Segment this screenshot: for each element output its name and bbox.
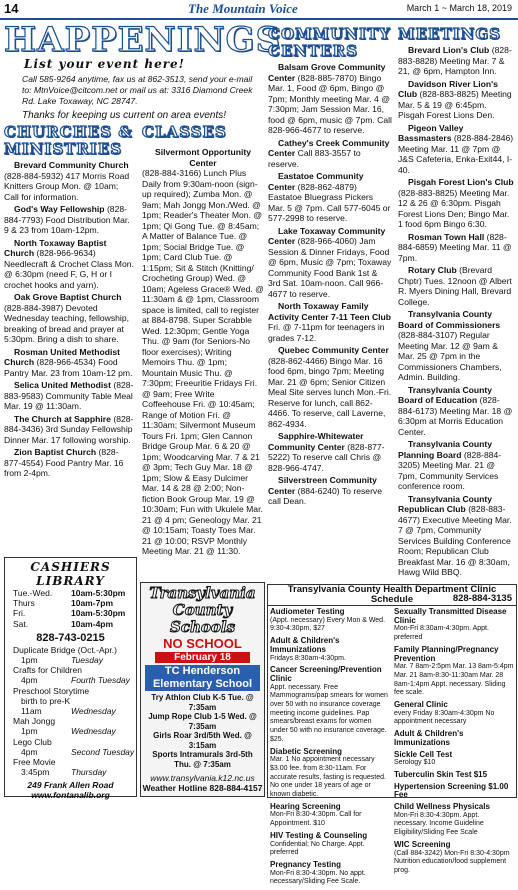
schools-box (140, 582, 265, 797)
classes-title: CLASSES (142, 123, 227, 141)
happenings-contact: Call 585-9264 anytime, fax us at 862-3513, send your e-mail to: MtnVoice@citcom.net or mail us at: 3316 Diamond Creek Rd. Lake Toxaway, NC 28747. (22, 74, 253, 106)
community-center-name: Quebec Community Center (278, 345, 389, 355)
clinic-details: Mon-Fri 8:30-4:30pm. Appt. necessary. Income Guideline Eligibility/Sliding Fee Scale (394, 811, 484, 837)
church-details: (828-966-4534) Food Pantry Mar. 23 from 10am-12 pm. (4, 357, 133, 378)
meeting-name: Transylvania County Republican Club (398, 493, 493, 514)
clinic-details: every Friday 8:30am-4:30pm No appointment necessary (394, 709, 495, 726)
library-event-title: Duplicate Bridge (Oct.-Apr.) (13, 644, 117, 655)
clinic-entry (270, 861, 388, 887)
health-box (267, 584, 517, 886)
library-event-time (5, 696, 136, 706)
church-details: (828-884-5932) 417 Morris Road Knitters Group Mon. @ 10am; Call for information. (4, 170, 130, 202)
meeting-name: Transylvania County Board of Commissioners (398, 309, 501, 330)
clinic-entry (394, 608, 514, 643)
clinic-entry (394, 803, 514, 838)
library-hours-day: Thurs (13, 598, 35, 609)
library-event-when: 1pm (21, 726, 38, 737)
church-name: Zion Baptist Church (14, 447, 99, 457)
clinic-entry (394, 841, 514, 876)
classes-text (142, 147, 264, 557)
clinic-details: Mon-Fri 8:30am-4:30pm. Appt. preferred (394, 625, 489, 642)
schools-title: Transylvania County Schools (149, 584, 256, 636)
meeting-details: (828-884-6859) Meeting Mar. 11 @ 7pm. (398, 231, 512, 263)
clinic-name: HIV Testing & Counseling (270, 830, 368, 840)
meeting-entry (398, 45, 514, 77)
community-center-details: (828-862-4879) Eastatoe Bluegrass Pickers Mar. 5 @ 7pm. Call 577-6045 or 577-2998 to reserve. (268, 181, 391, 223)
library-event-day: Thursday (71, 767, 107, 778)
clinic-entry (394, 701, 514, 727)
community-center-entry (268, 475, 392, 507)
clinic-entry (394, 730, 514, 747)
clinic-entry (394, 646, 514, 698)
community-center-name: North Toxaway Family Activity Center 7-11 Teen Club (268, 301, 392, 322)
church-name: Selica United Methodist (14, 380, 114, 390)
church-name: North Toxaway Baptist Church (4, 237, 107, 258)
meeting-name: Brevard Lion's Club (408, 45, 492, 55)
clinic-name: Adult & Children's Immunizations (394, 729, 464, 747)
church-details: (828-883-9583) Community Table Meal Mar. 19 @ 11:30am. (4, 380, 134, 411)
clinic-details: (Call 884-3242) Mon-Fri 8:30-4:30pm Nutrition education/food supplement prog. (394, 849, 510, 874)
meeting-entry (398, 177, 514, 230)
clinic-name: WIC Screening (394, 839, 451, 849)
clinic-details: Mon-Fri 8:30-4:30pm. Call for Appointment. $10 (270, 811, 362, 828)
school-event: Jump Rope Club 1-5 Wed. @ 7:35am (148, 712, 257, 731)
school-event: Girls Roar 3rd/5th Wed. @ 3:15am (153, 731, 252, 750)
no-school-date: February 18 (155, 652, 250, 663)
health-left-column (270, 608, 388, 890)
church-name: Brevard Community Church (14, 160, 129, 170)
clinic-name: Hypertension Screening $1.00 Fee (394, 781, 509, 800)
community-center-entry (268, 301, 392, 343)
school-event: Try Athlon Club K-5 Tue. @ 7:35am (151, 693, 254, 712)
churches-title: CHURCHES & MINISTRIES (4, 123, 133, 158)
clinic-name: Adult & Children's Immunizations (270, 636, 340, 654)
church-entry (4, 380, 135, 412)
meeting-name: Pigeon Valley Bassmasters (398, 122, 464, 143)
no-school-label: NO SCHOOL (163, 636, 242, 651)
library-title: CASHIERS LIBRARY (30, 560, 111, 588)
church-entry (4, 447, 135, 479)
church-details: (828-884-3436) 3rd Sunday Fellowship Dinner Mar. 17 following worship. (4, 413, 134, 445)
community-list (268, 62, 392, 509)
health-right-column (394, 608, 514, 879)
school-event: Thu. @ 7:35am (174, 759, 231, 769)
community-center-details: Call 883-3557 to reserve. (268, 148, 361, 169)
meeting-name: Transylvania County Board of Education (398, 384, 493, 405)
library-event-when: 1pm (21, 655, 38, 666)
library-phone: 828-743-0215 (36, 631, 105, 644)
clinic-details: Fridays 8:30am-4:30pm. (270, 654, 346, 662)
church-entry (4, 347, 135, 379)
library-event-day: Tuesday (71, 655, 103, 666)
library-hours-row (5, 598, 136, 608)
meetings-title: MEETINGS (398, 25, 502, 43)
clinic-entry (270, 666, 388, 744)
meeting-name: Transylvania County Planning Board (398, 439, 493, 460)
clinic-entry (394, 771, 514, 780)
community-center-name: Cathey's Creek Community Center (268, 137, 390, 158)
library-hours-time: 10am-7pm (71, 598, 114, 609)
community-title: COMMUNITY CENTERS (268, 25, 391, 60)
community-center-name: Eastatoe Community Center (268, 171, 364, 192)
library-event-when: birth to pre-K (21, 695, 71, 706)
clinic-name: Family Planning/Pregnancy Prevention (394, 644, 499, 663)
clinic-name: Sickle Cell Test (394, 749, 453, 759)
library-hours-time: 10am-5:30pm (71, 608, 126, 619)
meeting-details: (Brevard Chptr) Tues. 12noon @ Albert R. Myers Dining Hall, Brevard College. (398, 265, 512, 307)
library-event-title: Crafts for Children (13, 665, 82, 676)
church-name: The Church at Sapphire (14, 413, 114, 424)
meeting-entry (398, 385, 514, 438)
clinic-entry (270, 748, 388, 800)
library-hours-time: 10am-5:30pm (71, 588, 126, 598)
library-hours-row (5, 619, 136, 629)
library-event-title: Free Movie (13, 757, 56, 768)
school-name: TC Henderson Elementary School (145, 665, 260, 691)
meeting-name: Davidson River Lion's Club (398, 78, 498, 99)
library-event-day: Second Tuesday (71, 746, 135, 757)
clinic-details: (Appt. necessary) Every Mon & Wed. 9:30-4:30pm, $27 (270, 616, 386, 633)
community-center-details: (828-885-7870) Bingo Mar. 1, Food @ 6pm, Bingo @ 7pm; Monthly meeting Mar. 4 @ 7:30pm; Jam Session Mar. 16, food @ 6pm, music @ 7pm. Call 828-966-4677 to reserve. (268, 72, 392, 135)
clinic-name: Hearing Screening (270, 801, 341, 811)
clinic-details: Confidential; No Charge. Appt. preferred (270, 840, 365, 857)
library-hours-row (5, 588, 136, 598)
community-center-entry (268, 345, 392, 429)
community-center-entry (268, 226, 392, 300)
church-entry (4, 414, 135, 446)
library-hours-day: Tue.-Wed. (13, 588, 53, 598)
meeting-details: (828-883-8828) Meeting Mar. 7 & 21, @ 6pm, Hampton Inn. (398, 45, 512, 76)
library-web[interactable]: www.fontanalib.org (31, 790, 110, 801)
clinic-entry (270, 832, 388, 858)
community-center-name: Sapphire-Whitewater Community Center (268, 431, 364, 452)
happenings-title: HAPPENINGS (4, 20, 282, 60)
clinic-name: Tuberculin Skin Test $15 (394, 769, 488, 779)
clinic-name: General Clinic (394, 700, 448, 710)
clinic-entry (270, 803, 388, 829)
clinic-name: Diabetic Screening (270, 746, 343, 756)
meeting-name: Rosman Town Hall (408, 231, 487, 242)
meetings-list (398, 45, 514, 580)
meeting-name: Pisgah Forest Lion's Club (408, 177, 514, 187)
health-phone: 828-884-3135 (452, 593, 512, 604)
meeting-entry (398, 232, 514, 264)
library-hours-row (5, 608, 136, 618)
community-center-entry (268, 431, 392, 473)
meeting-entry (398, 123, 514, 176)
library-event-time (5, 655, 136, 665)
church-entry (4, 238, 135, 291)
clinic-name: Child Wellness Physicals (394, 802, 490, 812)
school-event: Sports Intramurals 3rd-5th (152, 750, 253, 759)
clinic-entry (394, 783, 514, 800)
library-hours-time: 10am-4pm (71, 618, 114, 629)
library-event-day: Fourth Tuesday (71, 675, 130, 686)
meeting-details: (828-883-8825) Meeting Mar. 12 & 26 @ 6:30pm. Pisgah Forest Lions Den; Bingo Mar. 1 food 6pm Bingo 6:30. (398, 187, 510, 229)
meeting-details: (828-884-3107) Regular Meeting Mar. 12 @ 9am & Mar. 25 @ 7pm in the Commissioners Chambers, Admin. Building. (398, 330, 502, 382)
meeting-entry (398, 265, 514, 307)
library-box (4, 557, 137, 801)
meeting-details: (828-884-3205) Meeting Mar. 21 @ 7pm, Community Services conference room. (398, 449, 502, 491)
library-event-day: Wednesday (71, 706, 116, 717)
library-event-time (5, 726, 136, 736)
church-entry (4, 160, 135, 202)
community-center-entry (268, 62, 392, 136)
church-details: (828-884-3987) Devoted Wednesday teaching, fellowship, breaking of bread and prayer at 5:30pm. Bring a dish to share. (4, 302, 130, 344)
meeting-entry (398, 494, 514, 578)
masthead: The Mountain Voice (188, 1, 298, 16)
weather-hotline: Weather Hotline 828-884-4157 (142, 783, 263, 793)
church-name: Oak Grove Baptist Church (14, 292, 122, 302)
library-hours-day: Sat. (13, 618, 29, 629)
clinic-entry (270, 637, 388, 663)
clinic-name: Sexually Transmitted Disease Clinic (394, 607, 507, 625)
library-hours-day: Fri. (13, 608, 26, 619)
community-center-details: Fri. @ 7-11pm for teenagers in grades 7-12. (268, 322, 385, 343)
schools-web[interactable]: www.transylvania.k12.nc.us (150, 773, 255, 783)
meeting-entry (398, 439, 514, 492)
meeting-entry (398, 309, 514, 383)
church-details: (828-877-4554) Food Pantry Mar. 16 from 2-4pm. (4, 447, 124, 478)
church-name: God's Way Fellowship (14, 204, 107, 214)
church-entry (4, 204, 135, 236)
church-name: Rosman United Methodist Church (4, 346, 120, 367)
community-center-name: Silverstreen Community Center (268, 475, 377, 496)
happenings-subtitle: List your event here! (24, 57, 185, 71)
clinic-details: Serology $10 (394, 759, 436, 767)
church-entry (4, 292, 135, 345)
library-event-title: Preschool Storytime (13, 685, 90, 696)
classes-body: (828-884-3166) Lunch Plus Daily from 9:30am-noon (sign-up required); Zumba Mon. @ 9am; Mah Jongg Mon./Wed. @ 1pm; Reader's Theater Mon. @ 1pm; Qi Gong Tue. @ 8:45am; A Matter of Balance Tue. @ 1pm; Social Bridge Tue. @ 1pm; Card Club Tue. @ 1:15pm; Sit & Stitch (Knitting/ Crocheting Group) Wed. @ 10am; Ageless Grace® Wed. @ 11:30am & @ 1pm, Classroom space is limited, call to register at 884-8798. Super Scrabble Wed. 12:30pm; Gentle Yoga Thu. @ 9am (for Seniors-No floor exercises); Writing Memoirs Thu. @ 1pm; Mountain Music Thu. @ 7:30pm; Freeuritie Fridays Fri. @ 9am; Free Write Coffeehouse Fri. @ 10:45am; Range of Motion Fri. @ 11:30am; Silvermont Museum Tours Fri. 1pm; Glen Cannon Bridge Group Mar. 6 & 20 @ 1pm; Woodcarving Mar. 7 & 21 @ 3pm; Tech Guy Mar. 18 @ 1pm; Slow & Easy Dulcimer Mar. 14 & 28 @ 2:00; Non-fiction Book Group Mar. 19 @ 10:30am; Fun with Ukulele Mar. 21 @ 4 pm; Geneology Mar. 21 @ 10:15am; Toasty Toes Mar. 21 @ 10:00; RSVP Monthly Meeting Mar. 21 @ 11:30. (142, 168, 264, 556)
community-center-name: Lake Toxaway Community Center (268, 225, 386, 246)
library-event-when: 4pm (21, 675, 38, 686)
clinic-details: Mar. 7 8am-2:5pm Mar. 13 8am-5:4pm Mar. 21 8am-8:30-11:30am Mar. 28 8am-1:4pm Appt. necessary. Sliding fee scale. (394, 663, 514, 697)
clinic-entry (270, 608, 388, 634)
health-title-text: Transylvania County Health Department Clinic Schedule (287, 584, 497, 605)
library-event-time (5, 675, 136, 685)
church-details: (828-966-9634) Needlecraft & Crochet Class Mon. @ 6:30pm (need F, G, H or I crochet hooks and yarn). (4, 248, 134, 290)
clinic-name: Audiometer Testing (270, 607, 345, 616)
clinic-details: Appt. necessary. Free Mammograms/pap smears for women over 50 with no insurance coverage meeting income guidelines. Pap smears/breast exams for women under 50 with no insurance coverage. $25. (270, 683, 388, 743)
community-center-entry (268, 171, 392, 224)
meeting-details: (828-883-8825) Meeting Mar. 5 & 19 @ 6:45pm. Pisgah Forest Lions Den. (398, 89, 512, 120)
church-details: (828-884-7793) Food Distribution Mar. 9 & 23 from 10am-12pm. (4, 204, 130, 235)
classes-center-name: Silvermont Opportunity Center (155, 147, 251, 168)
library-address: 249 Frank Allen Road (27, 780, 114, 791)
clinic-name: Cancer Screening/Prevention Clinic (270, 665, 382, 683)
library-event-time (5, 767, 136, 777)
library-event-day: Wednesday (71, 726, 116, 737)
community-center-details: (828-877-5222) To reserve call Chris @ 828-966-4747. (268, 441, 385, 473)
happenings-thanks: Thanks for keeping us current on area events! (22, 110, 227, 121)
page-number: 14 (4, 1, 19, 16)
library-event-time (5, 747, 136, 757)
churches-list (4, 160, 135, 481)
community-center-details: (828-862-4466) Bingo Mar. 16 food 6pm, bingo 7pm; Meeting Mar. 21 @ 6pm; Senior Citizen Meal Site serves lunch Mon.-Fri. Reserve for lunch, call 862-4466. To reserve, call Laverne, 862-4934. (268, 355, 392, 429)
library-event-when: 11am (21, 706, 42, 717)
library-event-title: Mah Jongg (13, 716, 56, 727)
community-center-details: (884-6240) To reserve call Dean. (268, 485, 383, 506)
library-event-time (5, 706, 136, 716)
meeting-details: (828-883-4677) Executive Meeting Mar. 7 @ 7pm, Community Services Building Conference Room; Republican Club Breakfast Mar. 16 @ 8:30am, Hawg Wild BBQ. (398, 504, 512, 577)
meeting-details: (828-884-2846) Meeting Mar. 11 @ 7pm @ J&S Cafeteria, Enka-Exit44, I-40. (398, 133, 514, 175)
page-header (0, 0, 518, 20)
issue-date: March 1 ~ March 18, 2019 (406, 3, 512, 13)
clinic-details: Mar. 1 No appointment necessary $3.00 fee. from 8:30-11am. For accurate results, fasting is requested. No one under 18 years of age or known diabetic. (270, 756, 386, 799)
health-title (268, 585, 516, 606)
library-event-title: Lego Club (13, 736, 52, 747)
clinic-entry (394, 751, 514, 768)
meeting-entry (398, 79, 514, 121)
clinic-details: Mon-Fri 8:30-4:30pm. No appt. necessary/Sliding Fee Scale. (270, 869, 366, 886)
community-center-details: (828-966-4060) Jam Session & Dinner Fridays, Food @ 6pm, Music @ 7pm; Toxaway Community Food Bank 1st & 3rd Sat. 10am-noon. Call 966-4677 to reserve. (268, 236, 392, 299)
meeting-name: Rotary Club (408, 265, 460, 275)
community-center-name: Balsam Grove Community Center (268, 62, 386, 83)
community-center-entry (268, 138, 392, 170)
meeting-details: (828-884-6173) Meeting Mar. 18 @ 6:30pm at Morris Education Center. (398, 395, 513, 437)
library-event-when: 3:45pm (21, 767, 50, 778)
library-event-when: 4pm (21, 746, 38, 757)
clinic-name: Pregnancy Testing (270, 859, 341, 869)
